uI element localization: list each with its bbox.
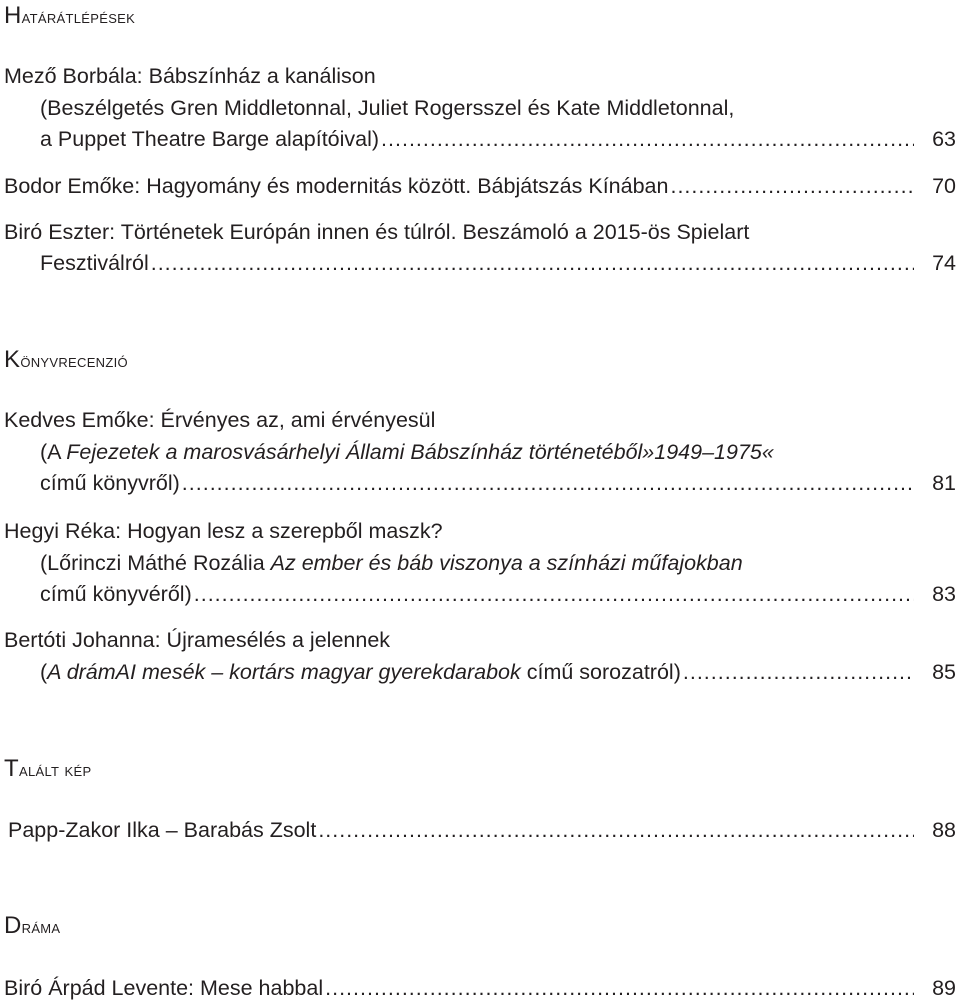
book-title-italic: Az ember és báb viszonya a színházi műfajokban [270,551,743,575]
toc-entry-leader-line [0,815,960,845]
toc-entry-title [0,625,960,655]
entry-text-pre: ( [40,660,48,684]
entry-text: Biró Eszter: Történetek Európán innen és túlról. Beszámoló a 2015-ös Spielart [4,220,750,244]
page-number: 89 [932,976,956,1000]
entry-text: Biró Árpád Levente: Mese habbal [4,976,324,1000]
page-number: 83 [932,582,956,606]
entry-text [40,437,774,467]
toc-entry-leader-line [0,973,960,1003]
entry-text: Bodor Emőke: Hagyomány és modernitás között. Bábjátszás Kínában [4,174,669,198]
entry-text: Papp-Zakor Ilka – Barabás Zsolt [8,818,317,842]
entry-text: Mező Borbála: Bábszínház a kanálison [4,64,376,88]
page-number: 81 [932,471,956,495]
toc-entry-leader-line [0,124,960,154]
book-title-italic: Fejezetek a marosvásárhelyi Állami Bábszínház történetéből»1949–1975« [66,440,774,464]
toc-entry-leader-line [0,579,960,609]
dot-leader [182,468,914,498]
toc-entry-leader-line [0,171,960,201]
page-number: 85 [932,660,956,684]
entry-text: Kedves Emőke: Érvényes az, ami érvényesül [4,408,436,432]
section-heading-drama: Dráma [4,912,61,939]
series-title-italic: A drámAI mesék – kortárs magyar gyerekdarabok [47,660,521,684]
toc-entry-title [0,61,960,91]
toc-entry-leader-line [0,657,960,687]
section-heading-talalt-kep: Talált kép [4,755,92,782]
toc-entry-subtitle [0,548,960,578]
entry-text: (Beszélgetés Gren Middletonnal, Juliet Rogersszel és Kate Middletonnal, [40,96,735,120]
dot-leader [325,973,914,1003]
entry-text: Bertóti Johanna: Újramesélés a jelennek [4,628,391,652]
entry-text [0,657,681,687]
entry-text: a Puppet Theatre Barge alapítóival) [40,127,380,151]
toc-entry-leader-line [0,468,960,498]
toc-entry-title [0,217,960,247]
dot-leader [194,579,914,609]
dot-leader [151,248,914,278]
entry-text [40,548,743,578]
section-heading-hatarallepesek: Határátlépések [4,2,136,29]
toc-entry-subtitle [0,437,960,467]
entry-text: című könyvéről) [40,582,192,606]
toc-entry-title [0,516,960,546]
page-number: 63 [932,127,956,151]
page-number: 74 [932,251,956,275]
entry-text: című könyvről) [40,471,180,495]
dot-leader [381,124,914,154]
toc-entry-title [0,405,960,435]
dot-leader [683,657,914,687]
toc-entry-subtitle [0,93,960,123]
page-number: 88 [932,818,956,842]
entry-text-pre: (Lőrinczi Máthé Rozália [40,551,271,575]
entry-text-pre: (A [40,440,67,464]
entry-text: Fesztiválról [40,251,149,275]
dot-leader [670,171,914,201]
section-heading-konyvrecenzio: Könyvrecenzió [4,346,128,373]
entry-text-post: című sorozatról) [520,660,681,684]
page-number: 70 [932,174,956,198]
toc-entry-leader-line [0,248,960,278]
entry-text: Hegyi Réka: Hogyan lesz a szerepből maszk? [4,519,443,543]
dot-leader [318,815,914,845]
